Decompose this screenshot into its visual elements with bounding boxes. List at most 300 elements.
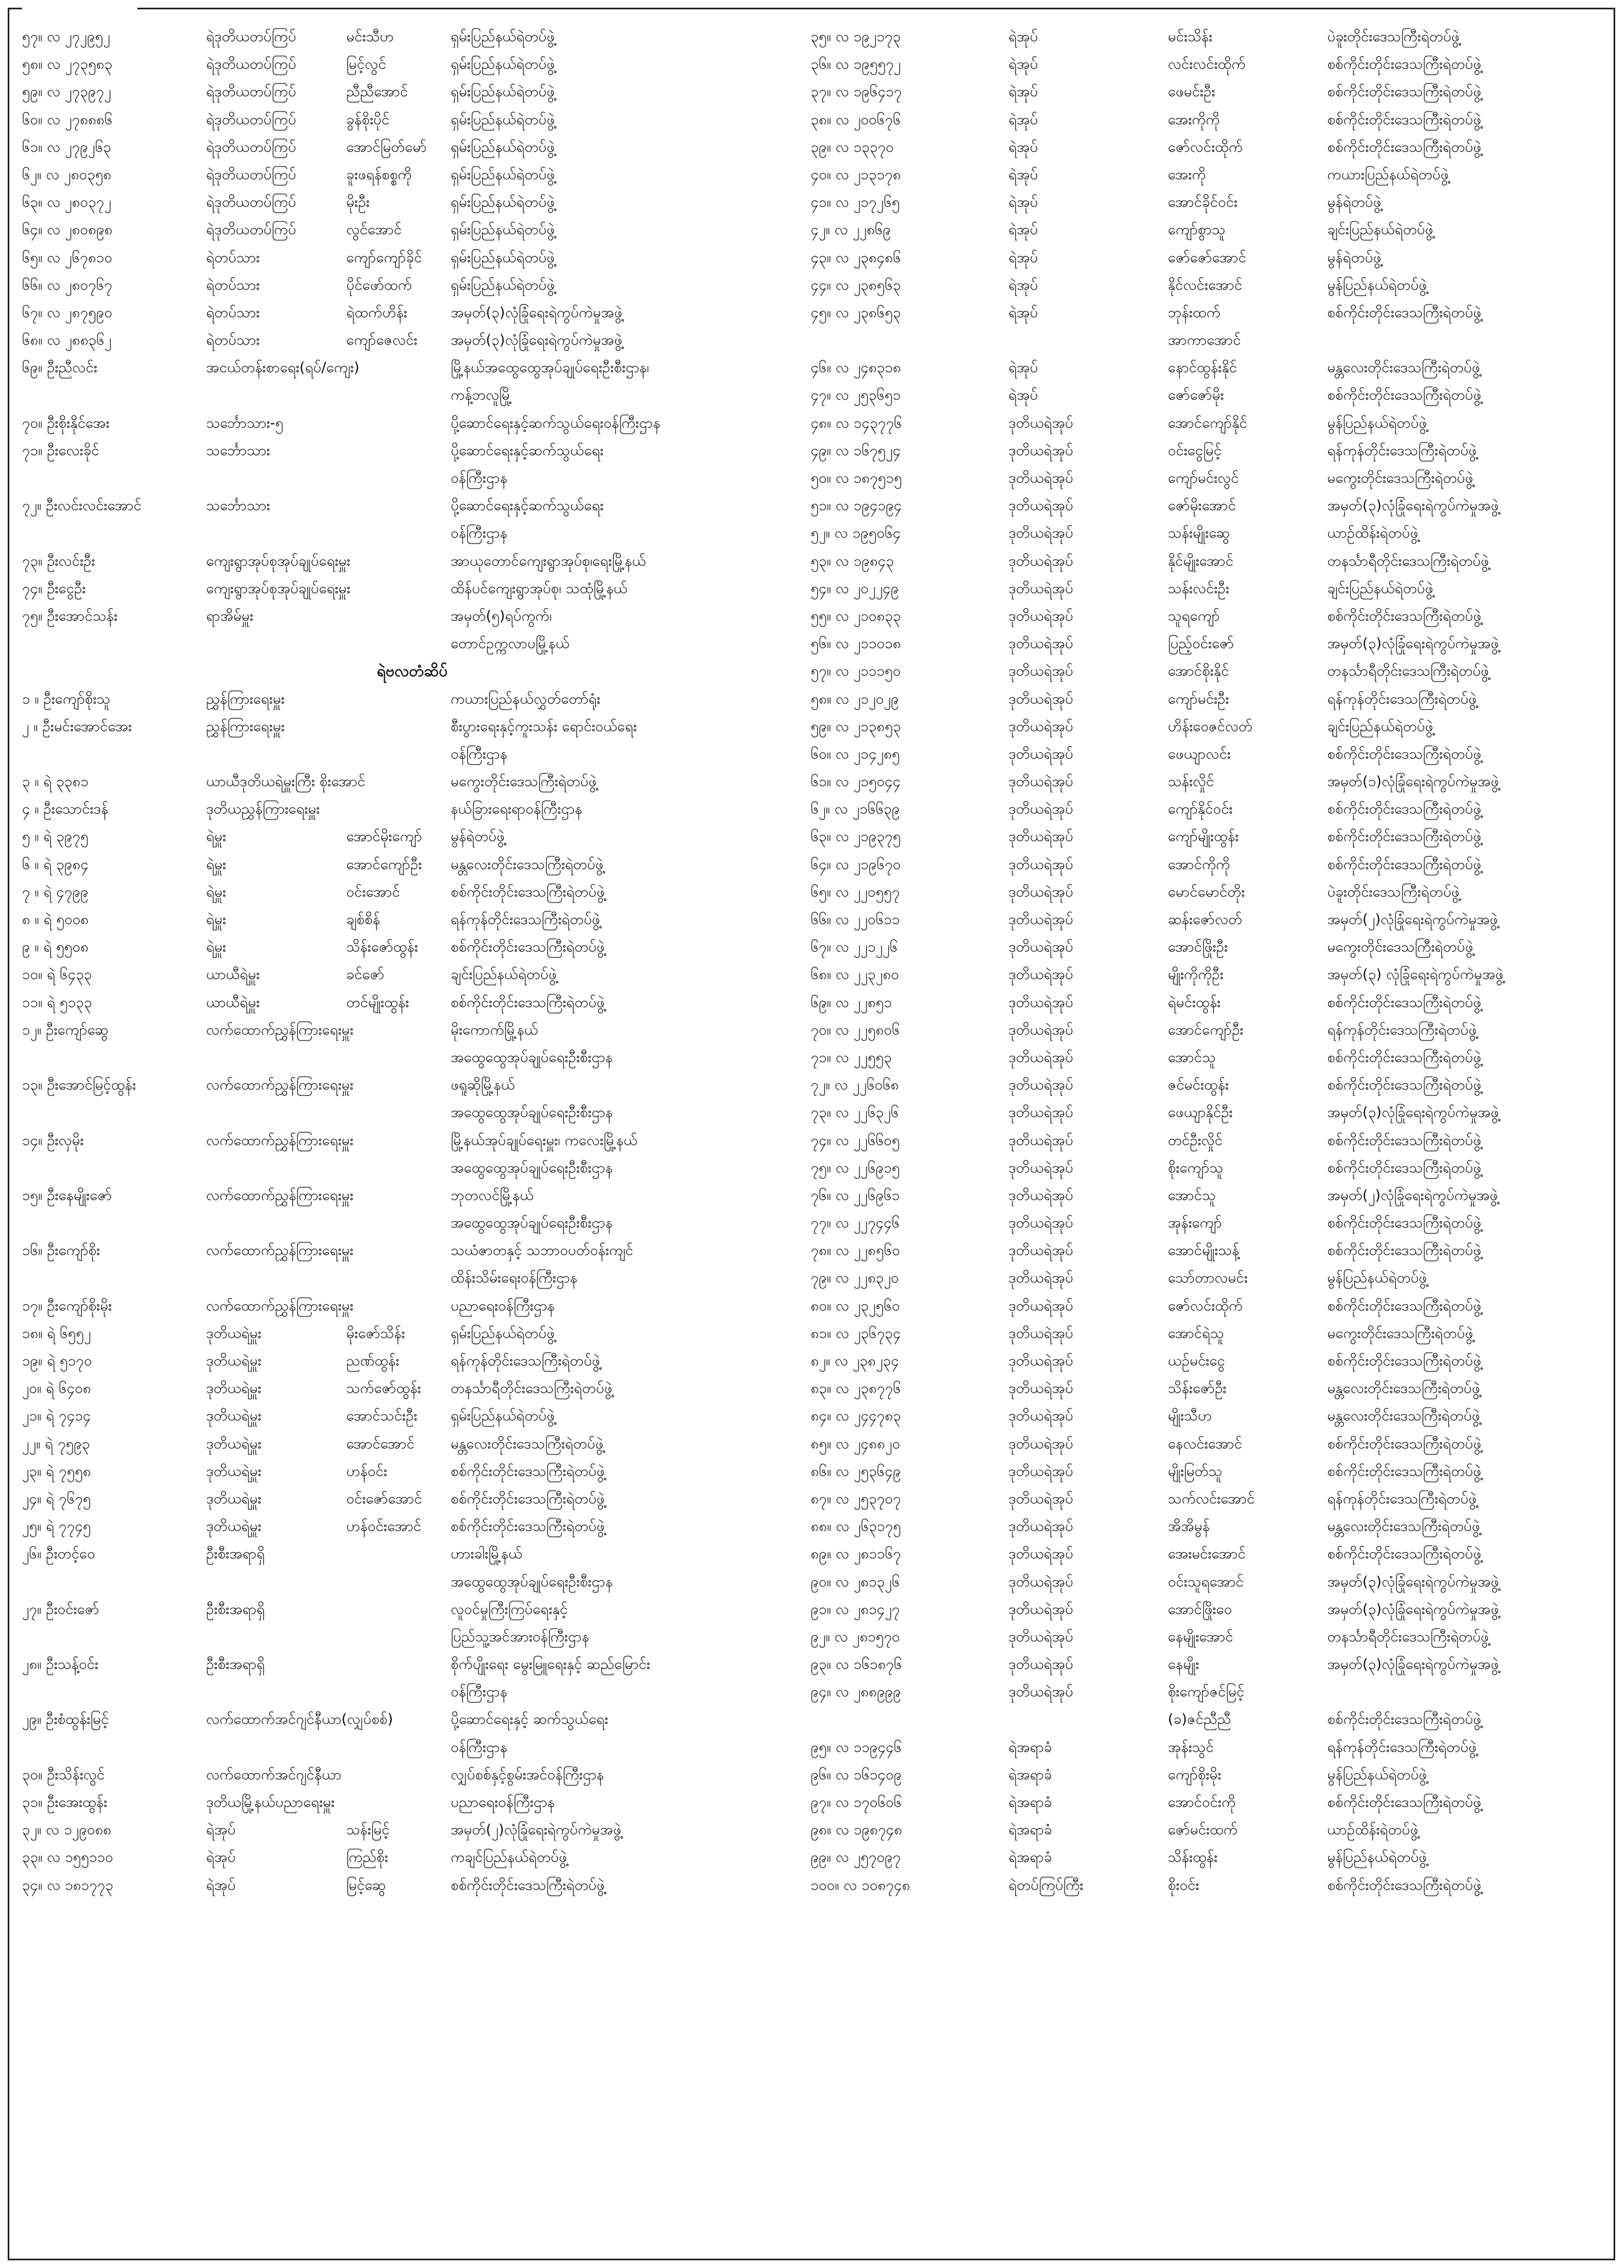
entry-unit: ရန်ကုန်တိုင်းဒေသကြီးရဲတပ်ဖွဲ့ bbox=[1327, 690, 1477, 707]
entry-unit: စစ်ကိုင်းတိုင်းဒေသကြီးရဲတပ်ဖွဲ့ bbox=[1327, 1215, 1482, 1232]
entry-name: လင်းလင်းထိုက် bbox=[1168, 56, 1246, 73]
entry-rank: ယာယီရဲမှူး bbox=[206, 966, 260, 983]
entry-name: အောင်ကျော်ဦး bbox=[346, 856, 422, 873]
entry-number-name: ၁၅။ ဦးနေမျိုးဇော် bbox=[22, 1187, 112, 1204]
entry-unit: တနင်္သာရီတိုင်းဒေသကြီးရဲတပ်ဖွဲ့ bbox=[1327, 552, 1489, 569]
entry-unit: အမှတ်(၃)လုံခြုံရေးရဲကွပ်ကဲမှုအဖွဲ့ bbox=[1327, 1104, 1499, 1121]
list-item bbox=[811, 1237, 1602, 1264]
entry-number: ၇၂။ လ ၂၂၆၀၆၈ bbox=[811, 1077, 899, 1094]
entry-title: ညွှန်ကြားရေးမှူး bbox=[206, 690, 285, 707]
entry-name: မိုးဦး bbox=[346, 194, 370, 211]
entry-rank: ဒုတိယရဲမှူး bbox=[206, 1408, 262, 1425]
entry-name: ကျော်မျိုးထွန်း bbox=[1168, 828, 1239, 845]
entry-unit: မွန်ပြည်နယ်ရဲတပ်ဖွဲ့ bbox=[1327, 1766, 1427, 1783]
entry-number: ၉၅။ လ ၁၁၉၄၄၆ bbox=[811, 1739, 902, 1756]
entry-unit: ပညာရေးဝန်ကြီးဌာန bbox=[451, 1297, 555, 1314]
entry-name: နေမျိုးအောင် bbox=[1168, 1628, 1233, 1645]
entry-rank: ရဲမှူး bbox=[206, 911, 226, 928]
entry-name: ညီညီအောင် bbox=[346, 84, 408, 101]
list-item bbox=[22, 768, 802, 795]
entry-rank: ဒုတိယရဲမှူး bbox=[206, 1353, 262, 1369]
entry-rank: ဒုတိယရဲအုပ် bbox=[1008, 1518, 1073, 1535]
entry-number: ၅၂။ လ ၁၉၅၀၆၄ bbox=[811, 525, 901, 542]
entry-rank: ဒုတိယရဲအုပ် bbox=[1008, 1021, 1073, 1038]
list-item bbox=[811, 134, 1602, 161]
entry-unit: တနင်္သာရီတိုင်းဒေသကြီးရဲတပ်ဖွဲ့ bbox=[1327, 663, 1489, 680]
entry-unit: ပို့ဆောင်ရေးနှင့်ဆက်သွယ်ရေး bbox=[451, 497, 604, 515]
list-item bbox=[811, 1596, 1602, 1623]
entry-number: ၂၀။ ရဲ ၆၄၀၈ bbox=[22, 1380, 91, 1397]
entry-unit: အမှတ်(၃)လုံခြုံရေးရဲကွပ်ကဲမှုအဖွဲ့ bbox=[1327, 635, 1499, 652]
entry-number-name: ၂ ။ ဦးမင်းအောင်အေး bbox=[22, 718, 132, 735]
list-item bbox=[811, 354, 1602, 381]
entry-rank: ဒုတိယရဲအုပ် bbox=[1008, 497, 1073, 515]
list-item bbox=[22, 1789, 802, 1816]
entry-unit: ရှမ်းပြည်နယ်ရဲတပ်ဖွဲ့ bbox=[451, 1408, 555, 1425]
list-item bbox=[811, 961, 1602, 988]
entry-name: အောင်သင်းဦး bbox=[346, 1408, 418, 1425]
entry-number: ၆၂။ လ ၂၈၀၃၅၈ bbox=[22, 166, 112, 183]
list-item bbox=[811, 989, 1602, 1016]
entry-name: ကျော်မင်းဦး bbox=[1168, 690, 1229, 707]
entry-number: ၈ ။ ရဲ ၅၀၀၈ bbox=[22, 911, 89, 928]
entry-rank: ဒုတိယရဲအုပ် bbox=[1008, 470, 1073, 486]
entry-rank: ရဲမှူး bbox=[206, 939, 226, 956]
entry-rank: ရဲဒုတိယတပ်ကြပ် bbox=[206, 29, 296, 45]
entry-number: ၉၆။ လ ၁၆၁၄၀၉ bbox=[811, 1766, 902, 1783]
entry-unit: ရှမ်းပြည်နယ်ရဲတပ်ဖွဲ့ bbox=[451, 84, 555, 101]
list-item bbox=[811, 933, 1602, 961]
entry-rank: ရဲဒုတိယတပ်ကြပ် bbox=[206, 222, 296, 239]
entry-name: မင်းသိန်း bbox=[1168, 29, 1213, 45]
entry-rank: ရဲတပ်သား bbox=[206, 249, 260, 266]
entry-number: ၆၈။ လ ၂၂၃၂၈၀ bbox=[811, 966, 899, 983]
entry-unit: မိုးကောက်မြို့နယ် bbox=[451, 1021, 539, 1038]
list-item bbox=[22, 23, 802, 51]
entry-unit: ရှမ်းပြည်နယ်ရဲတပ်ဖွဲ့ bbox=[451, 1325, 555, 1342]
entry-name: ပြည့်ဝင်းဇော် bbox=[1168, 635, 1234, 652]
entry-name: အောင်ကျော်ဦး bbox=[1168, 1021, 1244, 1038]
list-item bbox=[811, 492, 1602, 519]
entry-rank: ဒုတိယရဲအုပ် bbox=[1008, 690, 1073, 707]
list-item bbox=[811, 216, 1602, 244]
entry-unit: အထွေထွေအုပ်ချုပ်ရေးဦးစီးဌာန bbox=[451, 1215, 613, 1232]
entry-number: ၄၄။ လ ၂၃၈၅၆၃ bbox=[811, 276, 901, 294]
entry-unit: မကွေးတိုင်းဒေသကြီးရဲတပ်ဖွဲ့ bbox=[1327, 470, 1473, 486]
entry-unit: စစ်ကိုင်းတိုင်းဒေသကြီးရဲတပ်ဖွဲ့ bbox=[1327, 1463, 1482, 1480]
list-item bbox=[22, 1099, 802, 1126]
entry-number: ၇၈။ လ ၂၂၈၅၆၀ bbox=[811, 1242, 900, 1259]
entry-unit: ဝန်ကြီးဌာန bbox=[451, 470, 508, 486]
entry-name: ဘုန်းထက် bbox=[1168, 304, 1221, 321]
entry-unit: ဟားခါးမြို့နယ် bbox=[451, 1546, 523, 1563]
list-item bbox=[22, 989, 802, 1016]
entry-unit: စိုက်ပျိုးရေး မွေးမြူရေးနှင့် ဆည်မြောင်း bbox=[451, 1656, 651, 1673]
entry-number: ၇၁။ လ ၂၂၅၅၃ bbox=[811, 1049, 892, 1066]
entry-unit: မကွေးတိုင်းဒေသကြီးရဲတပ်ဖွဲ့ bbox=[451, 773, 597, 790]
list-item bbox=[811, 657, 1602, 685]
list-item bbox=[811, 878, 1602, 906]
list-item bbox=[811, 602, 1602, 630]
entry-title: ညွှန်ကြားရေးမှူး bbox=[206, 718, 285, 735]
list-item bbox=[22, 1071, 802, 1099]
entry-unit: ရှမ်းပြည်နယ်ရဲတပ်ဖွဲ့ bbox=[451, 194, 555, 211]
entry-number: ၅၇။ လ ၂၁၁၁၅၀ bbox=[811, 663, 901, 680]
entry-rank: ရဲဒုတိယတပ်ကြပ် bbox=[206, 194, 296, 211]
list-item bbox=[22, 354, 802, 381]
entry-name: သိန်းဇော်ထွန်း bbox=[346, 939, 418, 956]
entry-name: တင်မျိုးထွန်း bbox=[346, 994, 409, 1011]
list-item bbox=[811, 1127, 1602, 1154]
entry-name: ကျော်နိုင်ဝင်း bbox=[1168, 801, 1233, 818]
entry-name: သန်းလင်းဦး bbox=[1168, 580, 1229, 597]
list-item bbox=[811, 1568, 1602, 1596]
list-item bbox=[811, 823, 1602, 850]
entry-number-name: ၇၀။ ဦးစိုးနိုင်အေး bbox=[22, 414, 110, 432]
entry-number: ၆၉။ လ ၂၂၈၅၁ bbox=[811, 994, 892, 1011]
list-item bbox=[811, 575, 1602, 602]
entry-name: ခင်ဇော် bbox=[346, 966, 385, 983]
entry-title: သင်္ဘောသား-၅ bbox=[206, 414, 284, 432]
entry-unit: နယ်ခြားရေးရာဝန်ကြီးဌာန bbox=[451, 801, 583, 818]
entry-rank: ဒုတိယရဲအုပ် bbox=[1008, 1242, 1073, 1259]
entry-unit: အထွေထွေအုပ်ချုပ်ရေးဦးစီးဌာန bbox=[451, 1573, 613, 1590]
list-item bbox=[22, 823, 802, 850]
list-item bbox=[22, 906, 802, 933]
entry-rank: ရဲအရာခံ bbox=[1008, 1822, 1052, 1839]
entry-unit: ကချင်ပြည်နယ်ရဲတပ်ဖွဲ့ bbox=[451, 1849, 567, 1866]
entry-unit: ပို့ဆောင်ရေးနှင့်ဆက်သွယ်ရေး bbox=[451, 442, 604, 459]
entry-number-name: ၁၆။ ဦးကျော်စိုး bbox=[22, 1242, 100, 1259]
list-item bbox=[811, 1347, 1602, 1375]
entry-number: ၄၈။ လ ၁၄၃၇၇၆ bbox=[811, 414, 902, 432]
entry-number: ၈၂။ လ ၂၃၈၂၃၄ bbox=[811, 1353, 899, 1369]
entry-unit: မြို့နယ်အထွေထွေအုပ်ချုပ်ရေးဦးစီးဌာန၊ bbox=[451, 359, 649, 377]
entry-title: ဒုတိယညွှန်ကြားရေးမှူး bbox=[206, 801, 320, 818]
list-item bbox=[811, 1844, 1602, 1871]
entry-name: ကျော်ကျော်ခိုင် bbox=[346, 249, 422, 266]
entry-unit: စစ်ကိုင်းတိုင်းဒေသကြီးရဲတပ်ဖွဲ့ bbox=[1327, 1132, 1482, 1149]
entry-name: ကြည်စိုး bbox=[346, 1849, 389, 1866]
entry-name: ဝင်းငွေမြင့် bbox=[1168, 442, 1222, 459]
entry-rank: ရဲအရာခံ bbox=[1008, 1849, 1052, 1866]
entry-rank: ဒုတိယရဲမှူး bbox=[206, 1490, 262, 1507]
entry-unit: ရှမ်းပြည်နယ်ရဲတပ်ဖွဲ့ bbox=[451, 29, 555, 45]
entry-number: ၉၄။ လ ၂၈၈၉၉၉ bbox=[811, 1684, 901, 1701]
entry-rank: ဒုတိယရဲအုပ် bbox=[1008, 663, 1073, 680]
list-item bbox=[22, 740, 802, 768]
entry-rank: ဒုတိယရဲအုပ် bbox=[1008, 1159, 1073, 1176]
entry-rank: ဒုတိယရဲအုပ် bbox=[1008, 1656, 1073, 1673]
entry-number: ၅၅။ လ ၂၁၀၈၃၃ bbox=[811, 607, 901, 624]
entry-number-name: ၇၂။ ဦးလင်းလင်းအောင် bbox=[22, 497, 142, 515]
entry-unit: ထိန်ပင်ကျေးရွာအုပ်စု၊ သထုံမြို့နယ် bbox=[451, 580, 628, 597]
entry-name: အောင်ဖြိုးဦး bbox=[1168, 939, 1228, 956]
entry-rank: ရဲအုပ် bbox=[1008, 166, 1038, 183]
entry-number: ၁၀၀။ လ ၁၀၈၇၄၈ bbox=[811, 1877, 910, 1894]
entry-rank: ဒုတိယရဲအုပ် bbox=[1008, 911, 1073, 928]
list-item bbox=[811, 1375, 1602, 1402]
entry-number-name: ၂၉။ ဦးစံထွန်းမြင့် bbox=[22, 1711, 109, 1728]
entry-rank: ရဲတပ်သား bbox=[206, 332, 260, 349]
entry-unit: ရှမ်းပြည်နယ်ရဲတပ်ဖွဲ့ bbox=[451, 249, 555, 266]
list-item bbox=[22, 1844, 802, 1871]
list-item bbox=[22, 437, 802, 464]
entry-number: ၈၀။ လ ၂၃၂၅၆၀ bbox=[811, 1297, 900, 1314]
entry-number: ၉၈။ လ ၁၉၈၇၄၈ bbox=[811, 1822, 902, 1839]
entry-rank: ဒုတိယရဲမှူး bbox=[206, 1435, 262, 1452]
entry-name: ယဉ်မင်းငွေ bbox=[1168, 1353, 1226, 1369]
entry-number-name: ၇၁။ ဦးလေးခိုင် bbox=[22, 442, 99, 459]
entry-rank: ဒုတိယရဲအုပ် bbox=[1008, 525, 1073, 542]
entry-number: ၆၂။ လ ၂၁၆၆၃၉ bbox=[811, 801, 900, 818]
entry-name: အေးမင်းအောင် bbox=[1168, 1546, 1246, 1563]
entry-rank: ဒုတိယရဲအုပ် bbox=[1008, 1408, 1073, 1425]
entry-name: လွင်အောင် bbox=[346, 222, 402, 239]
list-item bbox=[811, 685, 1602, 713]
list-item bbox=[811, 106, 1602, 134]
entry-unit: အမှတ်(၃) လုံခြုံရေးရဲကွပ်ကဲမှုအဖွဲ့ bbox=[1327, 966, 1504, 983]
entry-rank: ရဲအုပ် bbox=[1008, 304, 1038, 321]
entry-number: ၆၃။ လ ၂၈၀၃၇၂ bbox=[22, 194, 112, 211]
list-item bbox=[22, 1044, 802, 1071]
entry-unit: ပဲခူးတိုင်းဒေသကြီးရဲတပ်ဖွဲ့ bbox=[1327, 883, 1460, 900]
entry-unit: ပညာရေးဝန်ကြီးဌာန bbox=[451, 1794, 555, 1811]
list-item bbox=[22, 1761, 802, 1789]
entry-number: ၃၇။ လ ၁၉၆၄၁၇ bbox=[811, 84, 902, 101]
entry-unit: မန္တလေးတိုင်းဒေသကြီးရဲတပ်ဖွဲ့ bbox=[1327, 1380, 1480, 1397]
entry-title: ကျေးရွာအုပ်စုအုပ်ချုပ်ရေးမှူး bbox=[206, 580, 351, 597]
entry-number: ၅၈။ လ ၂၁၂၀၂၉ bbox=[811, 690, 899, 707]
entry-rank: ရဲအုပ် bbox=[1008, 194, 1038, 211]
entry-unit: စစ်ကိုင်းတိုင်းဒေသကြီးရဲတပ်ဖွဲ့ bbox=[451, 883, 605, 900]
entry-number: ၇၀။ လ ၂၂၅၈၀၆ bbox=[811, 1021, 900, 1038]
entry-number: ၅၆။ လ ၂၁၁၀၁၈ bbox=[811, 635, 901, 652]
entry-name: အောင်ရဲသူ bbox=[1168, 1325, 1224, 1342]
list-item bbox=[811, 1154, 1602, 1182]
entry-unit: စစ်ကိုင်းတိုင်းဒေသကြီးရဲတပ်ဖွဲ့ bbox=[1327, 1297, 1482, 1314]
list-item bbox=[22, 1734, 802, 1761]
entry-title: ဦးစီးအရာရှိ bbox=[206, 1601, 265, 1618]
entry-rank: ဒုတိယရဲမှူး bbox=[206, 1380, 262, 1397]
entry-unit: စစ်ကိုင်းတိုင်းဒေသကြီးရဲတပ်ဖွဲ့ bbox=[1327, 994, 1482, 1011]
entry-name: မြင့်လွင် bbox=[346, 56, 386, 73]
entry-name: အောင်သူ bbox=[1168, 1049, 1216, 1066]
list-item bbox=[811, 1209, 1602, 1237]
entry-unit: စစ်ကိုင်းတိုင်းဒေသကြီးရဲတပ်ဖွဲ့ bbox=[451, 994, 605, 1011]
entry-name: အိအိမွန် bbox=[1168, 1518, 1210, 1535]
entry-name: ဆန်းဇော်လတ် bbox=[1168, 911, 1243, 928]
entry-name: အေးကိုကို bbox=[1168, 111, 1220, 128]
entry-number: ၅ ။ ရဲ ၃၉၇၅ bbox=[22, 828, 88, 845]
entry-unit: စစ်ကိုင်းတိုင်းဒေသကြီးရဲတပ်ဖွဲ့ bbox=[1327, 1877, 1482, 1894]
list-item bbox=[22, 1623, 802, 1651]
entry-rank: ဒုတိယရဲအုပ် bbox=[1008, 773, 1073, 790]
entry-name: ခွန်စိုးပိုင် bbox=[346, 111, 390, 128]
entry-unit: ရန်ကုန်တိုင်းဒေသကြီးရဲတပ်ဖွဲ့ bbox=[451, 1353, 600, 1369]
entry-rank: ဒုတိယရဲအုပ် bbox=[1008, 1187, 1073, 1204]
list-item bbox=[811, 630, 1602, 657]
entry-number: ၈၉။ လ ၂၈၁၁၆၇ bbox=[811, 1546, 901, 1563]
entry-number: ၈၄။ လ ၂၄၄၇၈၃ bbox=[811, 1408, 901, 1425]
entry-rank: ရဲအုပ် bbox=[206, 1877, 236, 1894]
entry-rank: ရဲတပ်သား bbox=[206, 276, 260, 294]
entry-name: အောင်သူ bbox=[1168, 1187, 1216, 1204]
list-item bbox=[22, 161, 802, 189]
entry-unit: ကန့်ဘလူမြို့ bbox=[451, 387, 512, 404]
entry-name: သက်လင်းအောင် bbox=[1168, 1490, 1255, 1507]
entry-number-name: ၁၇။ ဦးကျော်စိုးမိုး bbox=[22, 1297, 112, 1314]
entry-unit: စစ်ကိုင်းတိုင်းဒေသကြီးရဲတပ်ဖွဲ့ bbox=[1327, 111, 1482, 128]
entry-unit: ဘုတလင်မြို့နယ် bbox=[451, 1187, 534, 1204]
entry-unit: မန္တလေးတိုင်းဒေသကြီးရဲတပ်ဖွဲ့ bbox=[1327, 359, 1480, 377]
entry-unit: ထိန်းသိမ်းရေးဝန်ကြီးဌာန bbox=[451, 1270, 578, 1287]
entry-title: သင်္ဘောသား bbox=[206, 442, 270, 459]
entry-unit: စစ်ကိုင်းတိုင်းဒေသကြီးရဲတပ်ဖွဲ့ bbox=[451, 1463, 605, 1480]
entry-title: လက်ထောက်ညွှန်ကြားရေးမှူး bbox=[206, 1021, 353, 1038]
entry-name: သူရကျော် bbox=[1168, 607, 1220, 624]
entry-unit: စစ်ကိုင်းတိုင်းဒေသကြီးရဲတပ်ဖွဲ့ bbox=[1327, 745, 1482, 762]
entry-number-name: ၇၃။ ဦးလင်းဦး bbox=[22, 552, 95, 569]
entry-unit: မြို့နယ်အုပ်ချုပ်ရေးမှူး၊ ကလေးမြို့နယ် bbox=[451, 1132, 638, 1149]
entry-rank: ဒုတိယရဲအုပ် bbox=[1008, 718, 1073, 735]
entry-name: ဇော်မိုးအောင် bbox=[1168, 497, 1236, 515]
entry-rank: ရဲအရာခံ bbox=[1008, 1766, 1052, 1783]
entry-name: နိုင်မျိုးအောင် bbox=[1168, 552, 1234, 569]
list-item bbox=[22, 78, 802, 106]
list-item bbox=[22, 327, 802, 354]
entry-name: ရဲထက်ဟိန်း bbox=[346, 304, 408, 321]
entry-rank: ရဲမှူး bbox=[206, 856, 226, 873]
entry-number: ၉၂။ လ ၂၈၁၅၇၀ bbox=[811, 1628, 900, 1645]
entry-name: အောင်အောင် bbox=[346, 1435, 415, 1452]
entry-title: ဦးစီးအရာရှိ bbox=[206, 1656, 265, 1673]
entry-unit: စစ်ကိုင်းတိုင်းဒေသကြီးရဲတပ်ဖွဲ့ bbox=[1327, 828, 1482, 845]
list-item bbox=[22, 1651, 802, 1678]
entry-rank: ရဲအုပ် bbox=[1008, 139, 1038, 156]
entry-title: အငယ်တန်းစာရေး(ရပ်/ကျေး) bbox=[206, 359, 359, 377]
entry-name: သန်းမြင့် bbox=[346, 1822, 390, 1839]
entry-unit: မကွေးတိုင်းဒေသကြီးရဲတပ်ဖွဲ့ bbox=[1327, 939, 1473, 956]
entry-name: ဖေမင်းဦး bbox=[1168, 84, 1215, 101]
entry-number-name: ၄ ။ ဦးသောင်းဒန် bbox=[22, 801, 109, 818]
entry-name: အောင်မြတ်မော် bbox=[346, 139, 427, 156]
list-item bbox=[811, 464, 1602, 492]
list-item bbox=[22, 713, 802, 740]
entry-unit: ရှမ်းပြည်နယ်ရဲတပ်ဖွဲ့ bbox=[451, 222, 555, 239]
entry-rank: ရဲမှူး bbox=[206, 883, 226, 900]
entry-number: ၆၆။ လ ၂၈၀၇၆၇ bbox=[22, 276, 113, 294]
list-item bbox=[22, 51, 802, 78]
entry-unit: စစ်ကိုင်းတိုင်းဒေသကြီးရဲတပ်ဖွဲ့ bbox=[1327, 801, 1482, 818]
entry-unit: အမှတ်(၃)လုံခြုံရေးရဲကွပ်ကဲမှုအဖွဲ့ bbox=[1327, 1601, 1499, 1618]
entry-unit: မန္တလေးတိုင်းဒေသကြီးရဲတပ်ဖွဲ့ bbox=[1327, 1408, 1480, 1425]
entry-number-name: ၃ ။ ရဲ ၃၃၈၁ bbox=[22, 773, 88, 790]
entry-number: ၆ ။ ရဲ ၃၉၈၄ bbox=[22, 856, 88, 873]
entry-name: ဖေယျာလင်း bbox=[1168, 745, 1231, 762]
entry-unit: စစ်ကိုင်းတိုင်းဒေသကြီးရဲတပ်ဖွဲ့ bbox=[1327, 387, 1482, 404]
list-item bbox=[22, 547, 802, 575]
entry-number-name: ၁ ။ ဦးကျော်စိုးသူ bbox=[22, 690, 110, 707]
entry-name: ပိုင်ဖော်ထက် bbox=[346, 276, 412, 294]
list-item bbox=[22, 299, 802, 327]
entry-number: ၉၇။ လ ၁၇၀၆၀၆ bbox=[811, 1794, 902, 1811]
list-item bbox=[811, 906, 1602, 933]
entry-number: ၉ ။ ရဲ ၅၅၀၈ bbox=[22, 939, 88, 956]
entry-unit: စစ်ကိုင်းတိုင်းဒေသကြီးရဲတပ်ဖွဲ့ bbox=[1327, 856, 1482, 873]
entry-unit: စစ်ကိုင်းတိုင်းဒေသကြီးရဲတပ်ဖွဲ့ bbox=[1327, 1711, 1482, 1728]
list-item bbox=[22, 1816, 802, 1844]
list-item bbox=[22, 933, 802, 961]
entry-rank: ရဲဒုတိယတပ်ကြပ် bbox=[206, 139, 296, 156]
entry-rank: ရဲအုပ် bbox=[1008, 387, 1038, 404]
entry-rank: ဒုတိယရဲအုပ် bbox=[1008, 635, 1073, 652]
entry-unit: မွန်ရဲတပ်ဖွဲ့ bbox=[451, 828, 505, 845]
list-item bbox=[22, 244, 802, 272]
entry-number-name: ၃၀။ ဦးသိန်းလွင် bbox=[22, 1766, 105, 1783]
entry-unit: ပဲခူးတိုင်းဒေသကြီးရဲတပ်ဖွဲ့ bbox=[1327, 29, 1460, 45]
list-item bbox=[22, 1430, 802, 1458]
list-item bbox=[22, 795, 802, 823]
entry-number: ၂၄။ ရဲ ၇၆၇၅ bbox=[22, 1490, 91, 1507]
entry-name: အောင်မိုးကျော် bbox=[346, 828, 422, 845]
entry-name: အာကာအောင် bbox=[1168, 332, 1241, 349]
list-item bbox=[22, 1375, 802, 1402]
entry-number: ၇၆။ လ ၂၂၆၉၆၁ bbox=[811, 1187, 900, 1204]
list-item bbox=[811, 851, 1602, 878]
entry-rank: ရဲအရာခံ bbox=[1008, 1794, 1052, 1811]
entry-unit: ရန်ကုန်တိုင်းဒေသကြီးရဲတပ်ဖွဲ့ bbox=[1327, 1490, 1477, 1507]
entry-name: ကျော်မင်းလွင် bbox=[1168, 470, 1239, 486]
entry-name: နေလင်းအောင် bbox=[1168, 1435, 1243, 1452]
entry-number: ၄၅။ လ ၂၃၈၆၅၃ bbox=[811, 304, 901, 321]
entry-name: အောင်ကျော်နိုင် bbox=[1168, 414, 1248, 432]
list-item bbox=[22, 1264, 802, 1292]
list-item bbox=[22, 1872, 802, 1899]
entry-unit: အမှတ်(၃)လုံခြုံရေးရဲကွပ်ကဲမှုအဖွဲ့ bbox=[1327, 1573, 1499, 1590]
entry-unit: စစ်ကိုင်းတိုင်းဒေသကြီးရဲတပ်ဖွဲ့ bbox=[451, 1877, 605, 1894]
entry-name: ဟိန်းဝေဇင်လတ် bbox=[1168, 718, 1252, 735]
entry-unit: စစ်ကိုင်းတိုင်းဒေသကြီးရဲတပ်ဖွဲ့ bbox=[1327, 1353, 1482, 1369]
list-item bbox=[22, 106, 802, 134]
entry-name: မျိုးမြတ်သူ bbox=[1168, 1463, 1222, 1480]
entry-number: ၃၉။ လ ၁၃၃၇၀ bbox=[811, 139, 894, 156]
entry-name: အောင်ဖြိုးဝေ bbox=[1168, 1601, 1232, 1618]
entry-unit: ရှမ်းပြည်နယ်ရဲတပ်ဖွဲ့ bbox=[451, 139, 555, 156]
entry-unit: စစ်ကိုင်းတိုင်းဒေသကြီးရဲတပ်ဖွဲ့ bbox=[1327, 139, 1482, 156]
entry-number: ၆၀။ လ ၂၁၄၂၈၅ bbox=[811, 745, 900, 762]
entry-rank: ရဲဒုတိယတပ်ကြပ် bbox=[206, 56, 296, 73]
entry-number: ၇၉။ လ ၂၂၈၃၂၀ bbox=[811, 1270, 899, 1287]
list-item bbox=[811, 327, 1602, 354]
list-item bbox=[811, 1651, 1602, 1678]
entry-number-name: ၇၄။ ဦးငွေဦး bbox=[22, 580, 86, 597]
entry-unit: စစ်ကိုင်းတိုင်းဒေသကြီးရဲတပ်ဖွဲ့ bbox=[451, 1490, 605, 1507]
entry-name: ဝင်းသူရအောင် bbox=[1168, 1573, 1244, 1590]
list-item bbox=[22, 1016, 802, 1044]
list-item bbox=[22, 1513, 802, 1540]
entry-unit: အထွေထွေအုပ်ချုပ်ရေးဦးစီးဌာန bbox=[451, 1104, 613, 1121]
entry-number: ၁၉။ ရဲ ၅၁၇၀ bbox=[22, 1353, 92, 1369]
entry-unit: ပို့ဆောင်ရေးနှင့်ဆက်သွယ်ရေးဝန်ကြီးဌာန bbox=[451, 414, 661, 432]
entry-rank: ဒုတိယရဲအုပ် bbox=[1008, 414, 1073, 432]
entry-unit: ကယားပြည်နယ်လွှတ်တော်ရုံး bbox=[451, 690, 601, 707]
list-item bbox=[811, 161, 1602, 189]
list-item bbox=[811, 78, 1602, 106]
entry-number: ၅၈။ လ ၂၇၃၅၈၃ bbox=[22, 56, 113, 73]
entry-unit: မန္တလေးတိုင်းဒေသကြီးရဲတပ်ဖွဲ့ bbox=[1327, 1518, 1480, 1535]
entry-number: ၈၆။ လ ၂၅၃၆၄၉ bbox=[811, 1463, 901, 1480]
